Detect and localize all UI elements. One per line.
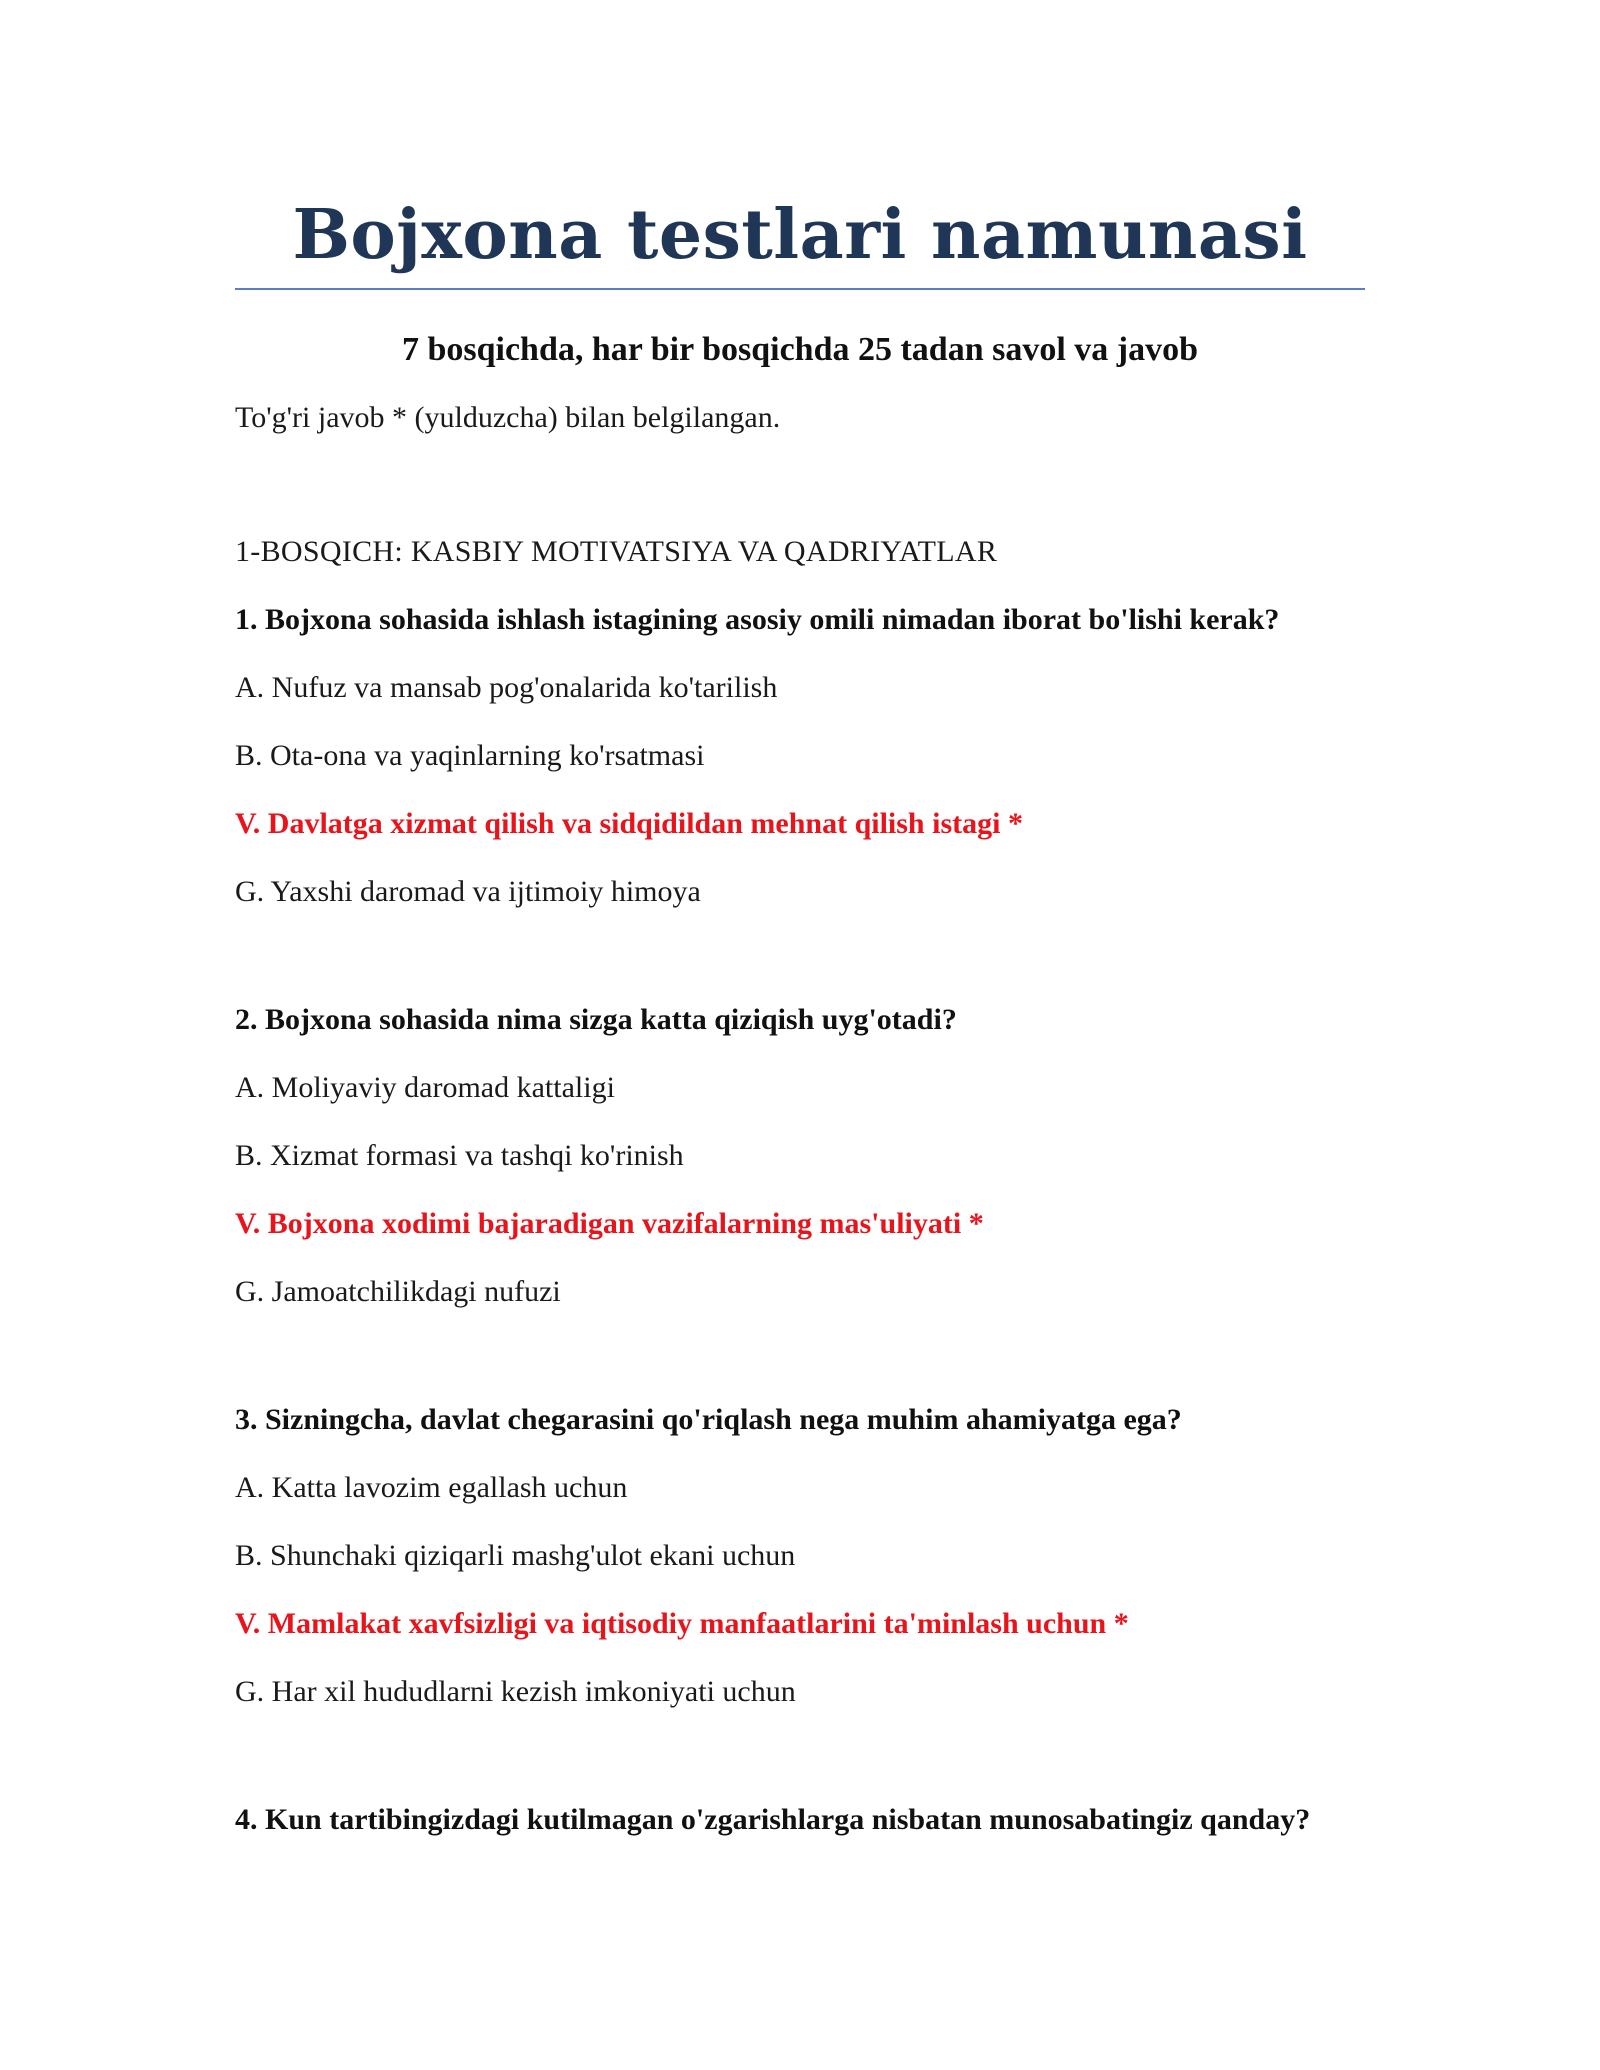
- section-heading: 1-BOSQICH: KASBIY MOTIVATSIYA VA QADRIYATLAR: [235, 535, 998, 568]
- answer-option: A. Katta lavozim egallash uchun: [235, 1471, 628, 1504]
- document-title: Bojxona testlari namunasi: [292, 195, 1308, 275]
- question-text: 4. Kun tartibingizdagi kutilmagan o'zgarishlarga nisbatan munosabatingiz qanday?: [235, 1803, 1311, 1836]
- intro-note: To'g'ri javob * (yulduzcha) bilan belgilangan.: [235, 401, 781, 434]
- answer-option-correct: V. Davlatga xizmat qilish va sidqidildan mehnat qilish istagi *: [235, 807, 1023, 840]
- answer-option: B. Xizmat formasi va tashqi ko'rinish: [235, 1139, 684, 1172]
- answer-option: A. Nufuz va mansab pog'onalarida ko'tarilish: [235, 671, 778, 704]
- question-list: [235, 600, 1365, 1840]
- question-text: 2. Bojxona sohasida nima sizga katta qiziqish uyg'otadi?: [235, 1003, 957, 1036]
- document-page: [235, 190, 1365, 1840]
- answer-option: A. Moliyaviy daromad kattaligi: [235, 1071, 615, 1104]
- answer-option: B. Shunchaki qiziqarli mashg'ulot ekani uchun: [235, 1539, 796, 1572]
- answer-option: G. Jamoatchilikdagi nufuzi: [235, 1275, 561, 1308]
- answer-option-correct: V. Bojxona xodimi bajaradigan vazifalarning mas'uliyati *: [235, 1207, 984, 1240]
- question-text: 1. Bojxona sohasida ishlash istagining asosiy omili nimadan iborat bo'lishi kerak?: [235, 603, 1280, 636]
- question-block: [235, 1000, 1365, 1312]
- answer-option: B. Ota-ona va yaqinlarning ko'rsatmasi: [235, 739, 705, 772]
- question-block: [235, 1400, 1365, 1712]
- answer-option: G. Har xil hududlarni kezish imkoniyati uchun: [235, 1675, 796, 1708]
- question-block: [235, 600, 1365, 912]
- document-subtitle: 7 bosqichda, har bir bosqichda 25 tadan savol va javob: [401, 331, 1199, 368]
- answer-option: G. Yaxshi daromad va ijtimoiy himoya: [235, 875, 701, 908]
- answer-option-correct: V. Mamlakat xavfsizligi va iqtisodiy manfaatlarini ta'minlash uchun *: [235, 1607, 1129, 1640]
- question-block: [235, 1800, 1365, 1840]
- question-text: 3. Sizningcha, davlat chegarasini qo'riqlash nega muhim ahamiyatga ega?: [235, 1403, 1182, 1436]
- title-divider: [235, 288, 1365, 290]
